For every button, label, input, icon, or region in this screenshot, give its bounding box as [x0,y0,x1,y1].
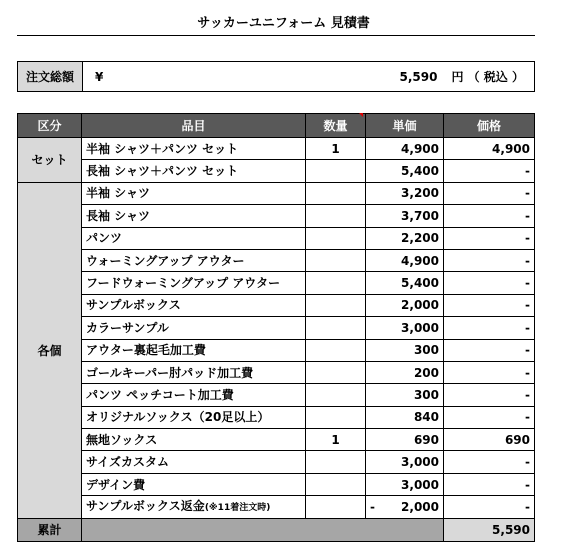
unit-price: 200 [366,361,444,383]
table-row [18,361,535,383]
quantity-cell[interactable] [306,384,366,406]
header-quantity: 数量 [306,114,366,138]
quantity-cell[interactable] [306,227,366,249]
unit-price: 5,400 [366,160,444,182]
item-name[interactable]: パンツ ペッチコート加工費 [82,384,306,406]
currency-symbol: ¥ [95,69,104,84]
quantity-cell[interactable] [306,249,366,271]
line-total: 4,900 [444,138,535,160]
item-name[interactable]: 半袖 シャツ [82,182,306,204]
quantity-cell[interactable] [306,496,366,519]
header-price: 価格 [444,114,535,138]
line-total: - [444,272,535,294]
estimate-table [17,113,535,542]
line-total: - [444,249,535,271]
item-name[interactable]: サイズカスタム [82,451,306,473]
negative-sign: - [370,500,375,515]
cumulative-total: 5,590 [444,519,535,541]
item-name[interactable]: ウォーミングアップ アウター [82,249,306,271]
quantity-cell[interactable] [306,339,366,361]
header-item: 品目 [82,114,306,138]
unit-price: 3,200 [366,182,444,204]
refund-price-value: 2,000 [401,500,439,515]
table-row [18,205,535,227]
line-total: - [444,339,535,361]
table-row [18,384,535,406]
quantity-cell[interactable]: 1 [306,429,366,451]
line-total: - [444,384,535,406]
table-row [18,473,535,495]
header-category: 区分 [18,114,82,138]
page-title: サッカーユニフォーム 見積書 [197,16,370,31]
cumulative-label: 累計 [18,519,82,541]
item-name[interactable]: サンプルボックス [82,294,306,316]
header-unit-price: 単価 [366,114,444,138]
order-total-box [17,61,535,92]
quantity-cell[interactable] [306,182,366,204]
order-total-suffix: 円 （ 税込 ） [451,70,524,84]
item-name[interactable]: 無地ソックス [82,429,306,451]
line-total: - [444,294,535,316]
table-row [18,138,535,160]
unit-price: 3,000 [366,317,444,339]
table-row [18,294,535,316]
footer-row [18,519,535,541]
title-underline [17,35,535,36]
table-row [18,339,535,361]
item-name[interactable]: ゴールキーパー肘パッド加工費 [82,361,306,383]
line-total: - [444,182,535,204]
line-total: - [444,227,535,249]
item-name[interactable]: アウター裏起毛加工費 [82,339,306,361]
table-row [18,182,535,204]
unit-price: 3,000 [366,473,444,495]
unit-price: 2,000 [366,294,444,316]
quantity-cell[interactable] [306,317,366,339]
order-total-value: 5,590 [399,69,438,84]
table-row [18,272,535,294]
line-total: - [444,160,535,182]
quantity-cell[interactable] [306,205,366,227]
line-total: - [444,361,535,383]
order-total-label: 注文総額 [18,62,83,91]
quantity-cell[interactable] [306,272,366,294]
unit-price [366,496,444,519]
category-each: 各個 [18,182,82,518]
cell-comment-marker-icon [359,113,363,117]
table-row [18,429,535,451]
refund-note: (※11着注文時) [204,503,271,514]
quantity-cell[interactable] [306,451,366,473]
line-total: - [444,406,535,428]
item-name[interactable]: 長袖 シャツ [82,205,306,227]
table-row [18,317,535,339]
item-name[interactable]: パンツ [82,227,306,249]
unit-price: 4,900 [366,249,444,271]
unit-price: 840 [366,406,444,428]
table-row [18,249,535,271]
quantity-cell[interactable] [306,294,366,316]
unit-price: 4,900 [366,138,444,160]
order-total-amount [125,62,534,91]
table-row [18,160,535,182]
quantity-cell[interactable]: 1 [306,138,366,160]
unit-price: 300 [366,339,444,361]
item-name[interactable]: フードウォーミングアップ アウター [82,272,306,294]
line-total: - [444,451,535,473]
item-name[interactable]: 長袖 シャツ＋パンツ セット [82,160,306,182]
refund-item-label: サンプルボックス返金 [86,499,205,514]
unit-price: 5,400 [366,272,444,294]
line-total: - [444,496,535,519]
header-row [18,114,535,138]
unit-price: 690 [366,429,444,451]
quantity-cell[interactable] [306,160,366,182]
table-row [18,406,535,428]
item-name[interactable]: デザイン費 [82,473,306,495]
item-name[interactable] [82,496,306,519]
quantity-cell[interactable] [306,406,366,428]
table-row [18,227,535,249]
table-row [18,451,535,473]
line-total: - [444,205,535,227]
refund-row [18,496,535,519]
unit-price: 300 [366,384,444,406]
quantity-cell[interactable] [306,361,366,383]
line-total: - [444,473,535,495]
line-total: - [444,317,535,339]
item-name[interactable]: カラーサンプル [82,317,306,339]
cumulative-spacer [82,519,444,541]
category-set: セット [18,138,82,183]
item-name[interactable]: オリジナルソックス（20足以上） [82,406,306,428]
unit-price: 2,200 [366,227,444,249]
unit-price: 3,700 [366,205,444,227]
item-name[interactable]: 半袖 シャツ＋パンツ セット [82,138,306,160]
unit-price: 3,000 [366,451,444,473]
line-total: 690 [444,429,535,451]
quantity-cell[interactable] [306,473,366,495]
